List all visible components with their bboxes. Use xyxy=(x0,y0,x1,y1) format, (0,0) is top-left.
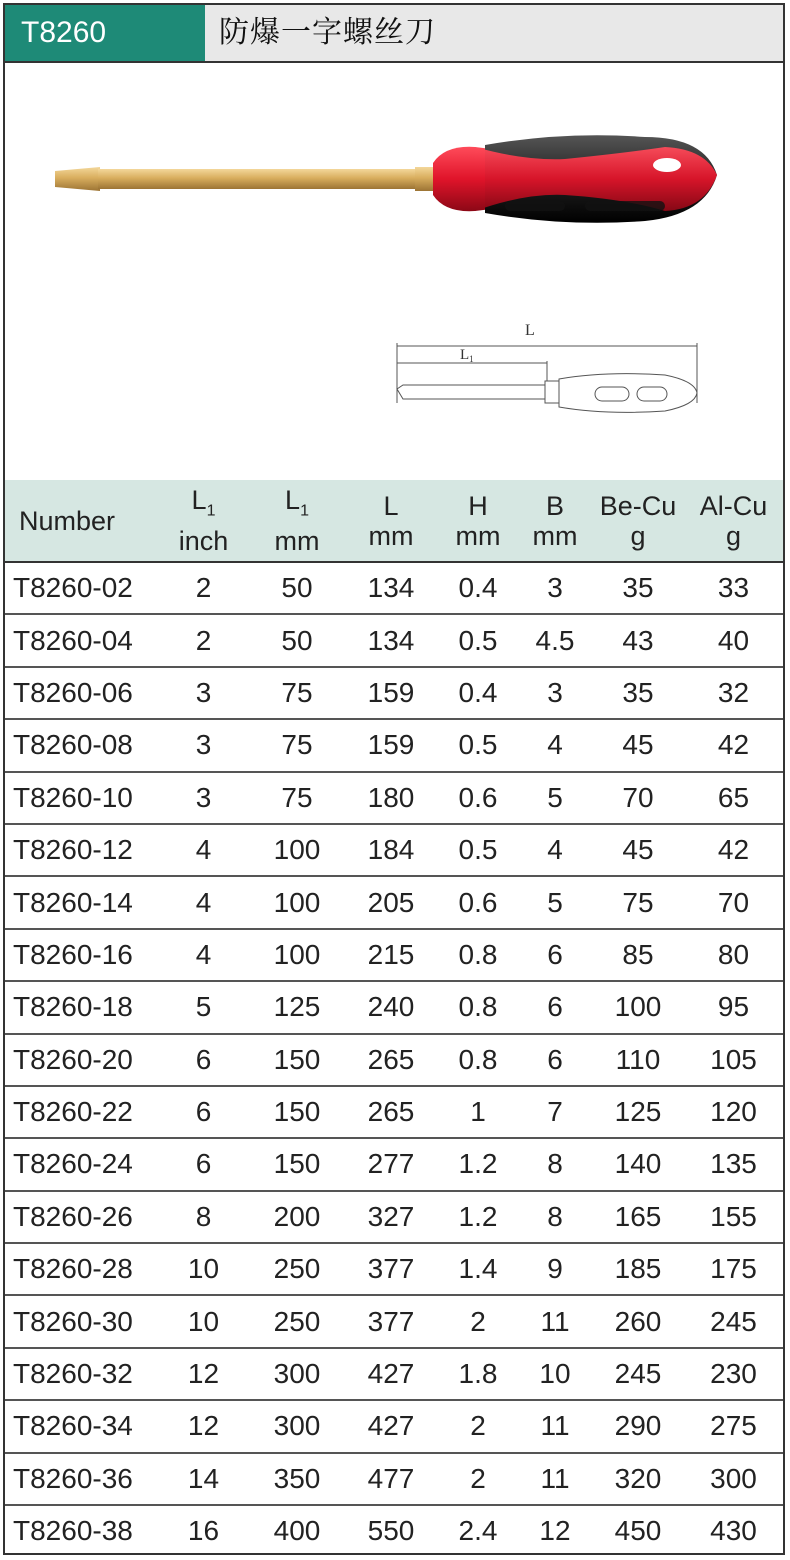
model-number-cell: T8260-32 xyxy=(5,1348,157,1400)
table-cell: 125 xyxy=(250,981,344,1033)
ferrule-shape xyxy=(415,167,435,191)
table-cell: 8 xyxy=(518,1138,592,1190)
column-header-label: H xyxy=(468,490,488,521)
table-row xyxy=(5,1295,783,1347)
column-header-label: L xyxy=(383,490,399,521)
table-cell: 0.5 xyxy=(438,824,518,876)
table-cell: 85 xyxy=(592,929,684,981)
table-row xyxy=(5,719,783,771)
table-cell: 2 xyxy=(438,1400,518,1452)
product-code: T8260 xyxy=(5,5,205,61)
table-cell: 6 xyxy=(157,1138,250,1190)
table-cell: 65 xyxy=(684,772,783,824)
table-cell: 140 xyxy=(592,1138,684,1190)
column-header-label: L xyxy=(191,484,207,515)
table-cell: 5 xyxy=(518,772,592,824)
table-cell: 1.4 xyxy=(438,1243,518,1295)
header-bar xyxy=(5,5,783,63)
table-body xyxy=(5,562,783,1556)
table-cell: 350 xyxy=(250,1453,344,1505)
table-cell: 265 xyxy=(344,1086,438,1138)
table-cell: 150 xyxy=(250,1086,344,1138)
table-row xyxy=(5,1191,783,1243)
table-cell: 265 xyxy=(344,1034,438,1086)
table-cell: 320 xyxy=(592,1453,684,1505)
table-cell: 290 xyxy=(592,1400,684,1452)
table-cell: 250 xyxy=(250,1295,344,1347)
product-title: 防爆一字螺丝刀 xyxy=(219,15,436,50)
table-row xyxy=(5,824,783,876)
table-cell: 150 xyxy=(250,1034,344,1086)
table-cell: 50 xyxy=(250,614,344,666)
blade-tip-shape xyxy=(55,167,100,191)
column-header-subscript: 1 xyxy=(300,502,309,520)
table-cell: 6 xyxy=(518,981,592,1033)
table-cell: 0.6 xyxy=(438,772,518,824)
table-cell: 5 xyxy=(157,981,250,1033)
model-number-cell: T8260-36 xyxy=(5,1453,157,1505)
hang-hole-shape xyxy=(653,158,681,172)
table-cell: 159 xyxy=(344,719,438,771)
table-cell: 5 xyxy=(518,876,592,928)
table-cell: 3 xyxy=(518,562,592,614)
table-cell: 0.8 xyxy=(438,1034,518,1086)
table-cell: 4 xyxy=(157,929,250,981)
model-number-cell: T8260-30 xyxy=(5,1295,157,1347)
column-header xyxy=(5,480,157,562)
table-row xyxy=(5,1034,783,1086)
table-cell: 205 xyxy=(344,876,438,928)
table-cell: 11 xyxy=(518,1295,592,1347)
table-cell: 327 xyxy=(344,1191,438,1243)
model-number-cell: T8260-24 xyxy=(5,1138,157,1190)
table-cell: 40 xyxy=(684,614,783,666)
table-cell: 1.2 xyxy=(438,1138,518,1190)
product-sheet xyxy=(3,3,785,1555)
column-header-unit: inch xyxy=(178,526,229,557)
table-cell: 6 xyxy=(157,1034,250,1086)
table-cell: 33 xyxy=(684,562,783,614)
table-cell: 275 xyxy=(684,1400,783,1452)
table-cell: 1.8 xyxy=(438,1348,518,1400)
table-cell: 377 xyxy=(344,1295,438,1347)
column-header-unit: g xyxy=(630,520,646,551)
table-cell: 16 xyxy=(187,1515,220,1547)
model-number-cell: T8260-38 xyxy=(13,1515,133,1547)
table-row xyxy=(5,876,783,928)
table-cell: 300 xyxy=(250,1348,344,1400)
table-cell: 80 xyxy=(684,929,783,981)
table-cell: 4 xyxy=(157,876,250,928)
label-L1: $L_1$ xyxy=(460,347,474,364)
column-header xyxy=(157,480,250,562)
model-number-cell: T8260-22 xyxy=(5,1086,157,1138)
table-cell: 3 xyxy=(157,772,250,824)
table-row xyxy=(5,1348,783,1400)
table-cell: 185 xyxy=(592,1243,684,1295)
table-cell: 215 xyxy=(344,929,438,981)
column-header-label: Be-Cu xyxy=(599,490,677,521)
table-cell: 100 xyxy=(250,824,344,876)
table-cell: 200 xyxy=(250,1191,344,1243)
table-cell: 0.5 xyxy=(438,719,518,771)
table-cell: 45 xyxy=(592,719,684,771)
table-cell: 159 xyxy=(344,667,438,719)
table-cell: 230 xyxy=(684,1348,783,1400)
table-row xyxy=(5,929,783,981)
table-cell: 155 xyxy=(684,1191,783,1243)
table-cell: 6 xyxy=(157,1086,250,1138)
table-cell: 3 xyxy=(157,667,250,719)
table-cell: 180 xyxy=(344,772,438,824)
table-cell: 0.4 xyxy=(438,562,518,614)
table-cell: 277 xyxy=(344,1138,438,1190)
table-cell: 9 xyxy=(518,1243,592,1295)
column-header-unit: mm xyxy=(532,520,578,551)
spec-table-wrapper xyxy=(5,480,783,1556)
table-cell: 70 xyxy=(592,772,684,824)
column-header-unit: mm xyxy=(274,526,320,557)
table-cell: 2 xyxy=(157,562,250,614)
table-cell: 0.8 xyxy=(438,981,518,1033)
table-cell: 125 xyxy=(592,1086,684,1138)
table-cell: 450 xyxy=(614,1515,662,1547)
table-cell: 3 xyxy=(518,667,592,719)
table-row xyxy=(5,562,783,614)
column-header-unit: mm xyxy=(455,520,501,551)
table-cell: 12 xyxy=(157,1400,250,1452)
table-cell: 42 xyxy=(684,719,783,771)
table-row xyxy=(5,614,783,666)
table-cell: 0.8 xyxy=(438,929,518,981)
column-header xyxy=(592,480,684,562)
screwdriver-illustration xyxy=(5,63,783,480)
table-cell: 134 xyxy=(344,562,438,614)
model-number-cell: T8260-28 xyxy=(5,1243,157,1295)
table-cell: 43 xyxy=(592,614,684,666)
table-cell: 477 xyxy=(344,1453,438,1505)
table-cell: 35 xyxy=(592,562,684,614)
table-cell: 10 xyxy=(157,1243,250,1295)
table-cell: 70 xyxy=(684,876,783,928)
table-cell: 2 xyxy=(157,614,250,666)
column-header-label: Al-Cu xyxy=(699,490,768,521)
table-cell: 150 xyxy=(250,1138,344,1190)
table-cell: 550 xyxy=(367,1515,415,1547)
table-cell: 0.4 xyxy=(438,667,518,719)
column-header-label: B xyxy=(545,490,564,521)
table-cell: 260 xyxy=(592,1295,684,1347)
table-cell: 6 xyxy=(518,1034,592,1086)
model-number-cell: T8260-16 xyxy=(5,929,157,981)
table-cell: 245 xyxy=(684,1295,783,1347)
model-number-cell: T8260-02 xyxy=(5,562,157,614)
table-cell: 175 xyxy=(684,1243,783,1295)
table-cell: 120 xyxy=(684,1086,783,1138)
table-cell: 32 xyxy=(684,667,783,719)
table-cell: 100 xyxy=(592,981,684,1033)
column-header-unit: mm xyxy=(368,520,414,551)
table-cell: 1 xyxy=(438,1086,518,1138)
table-cell: 184 xyxy=(344,824,438,876)
table-cell: 45 xyxy=(592,824,684,876)
table-row xyxy=(5,981,783,1033)
product-image-area xyxy=(5,63,783,482)
table-cell: 6 xyxy=(518,929,592,981)
table-cell: 110 xyxy=(592,1034,684,1086)
table-cell: 4.5 xyxy=(518,614,592,666)
table-cell: 1.2 xyxy=(438,1191,518,1243)
table-cell: 300 xyxy=(684,1453,783,1505)
table-cell: 12 xyxy=(157,1348,250,1400)
table-cell: 250 xyxy=(250,1243,344,1295)
table-cell: 135 xyxy=(684,1138,783,1190)
table-cell: 300 xyxy=(250,1400,344,1452)
table-cell: 427 xyxy=(344,1400,438,1452)
table-cell: 14 xyxy=(157,1453,250,1505)
table-cell: 8 xyxy=(157,1191,250,1243)
spec-table xyxy=(5,480,783,1556)
model-number-cell: T8260-12 xyxy=(5,824,157,876)
table-cell: 240 xyxy=(344,981,438,1033)
table-cell: 245 xyxy=(592,1348,684,1400)
model-number-cell: T8260-20 xyxy=(5,1034,157,1086)
table-cell: 430 xyxy=(710,1515,757,1547)
model-number-cell: T8260-26 xyxy=(5,1191,157,1243)
table-cell: 75 xyxy=(250,772,344,824)
shaft-shape xyxy=(98,169,423,189)
table-cell: 12 xyxy=(539,1515,571,1547)
table-cell: 42 xyxy=(684,824,783,876)
label-L: L xyxy=(525,322,535,339)
table-cell: 11 xyxy=(518,1453,592,1505)
column-header-label: Number xyxy=(19,505,116,536)
table-header-row xyxy=(5,480,783,562)
technical-drawing xyxy=(397,343,697,412)
table-row xyxy=(5,1086,783,1138)
table-cell: 35 xyxy=(592,667,684,719)
table-cell: 95 xyxy=(684,981,783,1033)
column-header-label: L xyxy=(285,484,301,515)
model-number-cell: T8260-18 xyxy=(5,981,157,1033)
table-cell: 4 xyxy=(518,719,592,771)
column-header xyxy=(684,480,783,562)
table-cell: 75 xyxy=(250,719,344,771)
table-row xyxy=(5,1400,783,1452)
table-cell: 50 xyxy=(250,562,344,614)
table-row xyxy=(5,1138,783,1190)
model-number-cell: T8260-34 xyxy=(5,1400,157,1452)
column-header xyxy=(518,480,592,562)
model-number-cell: T8260-04 xyxy=(5,614,157,666)
table-cell: 3 xyxy=(157,719,250,771)
table-cell: 2 xyxy=(438,1295,518,1347)
table-cell: 100 xyxy=(250,876,344,928)
table-cell: 165 xyxy=(592,1191,684,1243)
table-cell: 75 xyxy=(592,876,684,928)
table-cell: 427 xyxy=(344,1348,438,1400)
table-cell: 10 xyxy=(157,1295,250,1347)
column-header-unit: g xyxy=(725,520,742,551)
table-cell: 8 xyxy=(518,1191,592,1243)
table-cell: 2.4 xyxy=(458,1515,498,1547)
model-number-cell: T8260-06 xyxy=(5,667,157,719)
model-number-cell: T8260-14 xyxy=(5,876,157,928)
table-cell: 2 xyxy=(438,1453,518,1505)
table-cell: 105 xyxy=(684,1034,783,1086)
table-cell: 10 xyxy=(518,1348,592,1400)
table-row xyxy=(5,1505,783,1556)
table-cell: 75 xyxy=(250,667,344,719)
table-cell: 134 xyxy=(344,614,438,666)
table-row xyxy=(5,1453,783,1505)
table-cell: 377 xyxy=(344,1243,438,1295)
table-row xyxy=(5,667,783,719)
column-header xyxy=(250,480,344,562)
model-number-cell: T8260-10 xyxy=(5,772,157,824)
table-row xyxy=(5,772,783,824)
column-header-subscript: 1 xyxy=(206,502,216,520)
table-cell: 11 xyxy=(518,1400,592,1452)
table-cell: 100 xyxy=(250,929,344,981)
model-number-cell: T8260-08 xyxy=(5,719,157,771)
table-cell: 0.5 xyxy=(438,614,518,666)
table-cell: 4 xyxy=(518,824,592,876)
table-cell: 7 xyxy=(518,1086,592,1138)
table-cell: 400 xyxy=(273,1515,321,1547)
table-cell: 0.6 xyxy=(438,876,518,928)
table-cell: 4 xyxy=(157,824,250,876)
column-header xyxy=(438,480,518,562)
table-row xyxy=(5,1243,783,1295)
column-header xyxy=(344,480,438,562)
